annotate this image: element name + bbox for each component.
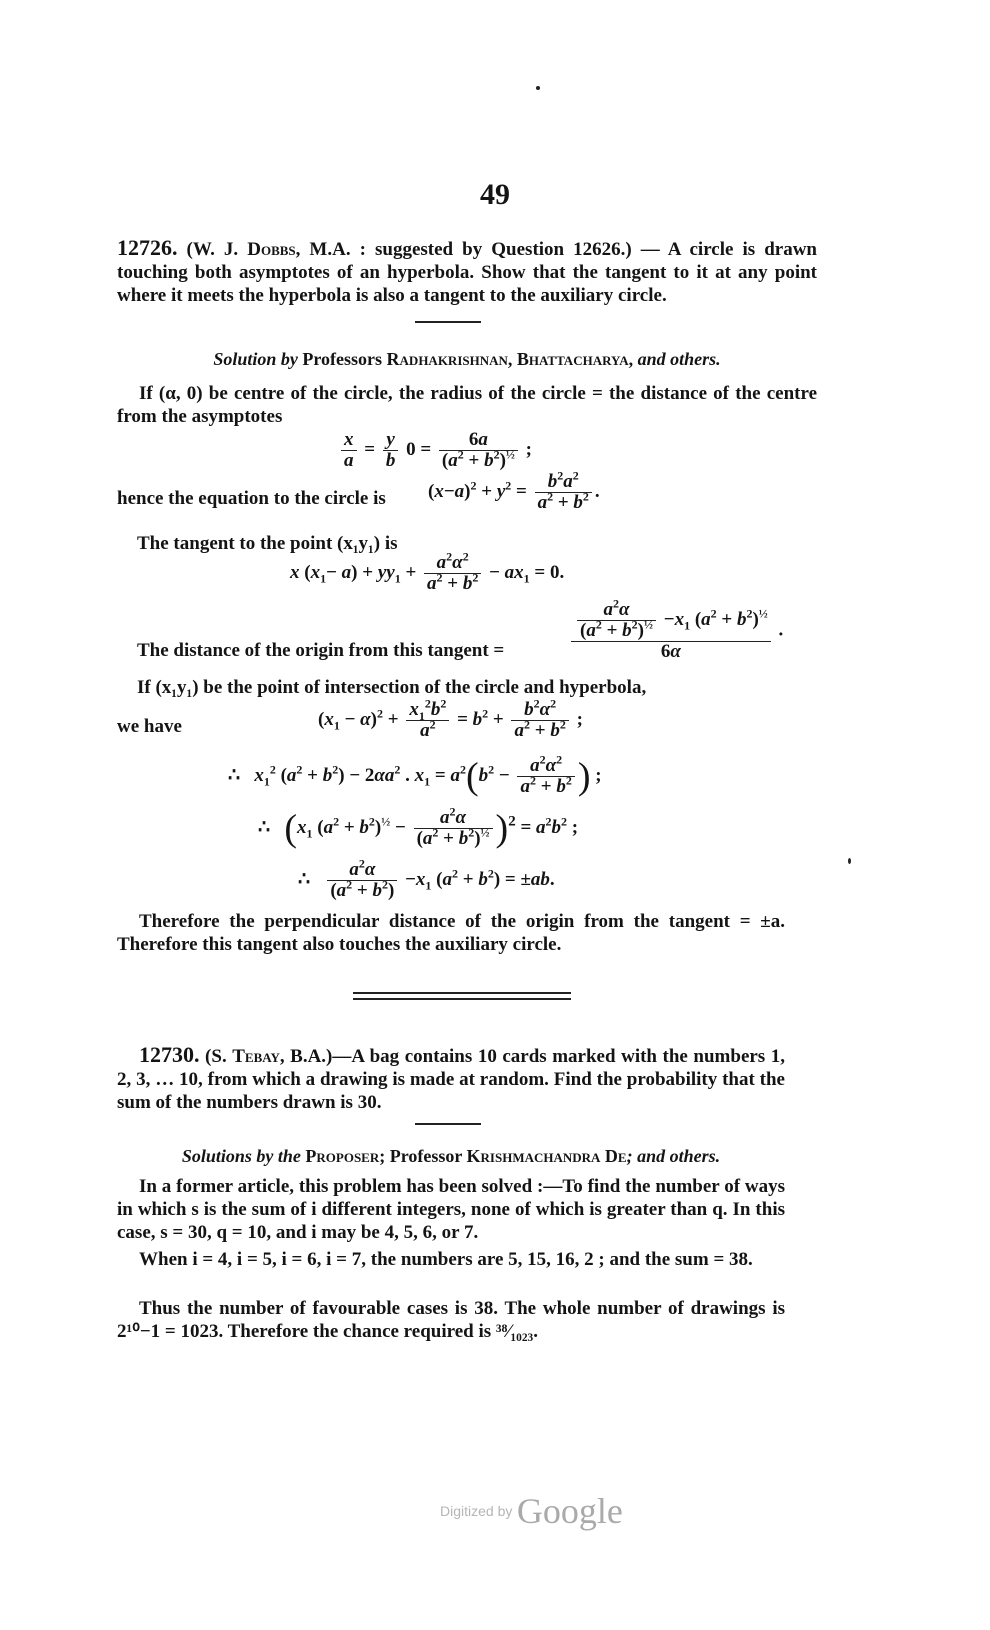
page-number: 49 [480, 178, 510, 211]
solution-by-label: Solutions by the [181, 1146, 306, 1166]
we-have-label: we have [117, 716, 182, 737]
solution-others: ; and others. [626, 1146, 721, 1166]
paragraph-circle-eq: hence the equation to the circle is [117, 488, 386, 509]
speck-mark [536, 86, 540, 90]
paragraph-former-article: In a former article, this problem has been solved :—To find the number of ways in which s is the sum of i different integers, none of which is greater than q. In this case, s = 30, q = 10, and i may be 4, 5, 6, or 7. [117, 1176, 785, 1243]
question-header-a: (S. [205, 1046, 233, 1067]
question-text: , M.A. : suggested by Question 12626.) — A circle is drawn touching both asymptotes of an hyperbola. Show that the tangent to it at any point where it meets the hyperbola is also a tangent to the auxiliary circle. [117, 239, 818, 306]
question-number: 12730. [139, 1042, 200, 1067]
question-author: Tebay [232, 1046, 280, 1067]
solution-proposer: Proposer [305, 1146, 380, 1166]
solution-names: Radhakrishnan, Bhattacharya, [386, 349, 634, 369]
solution-professors: Professors [297, 349, 387, 369]
solution-heading [117, 1146, 785, 1167]
short-rule [415, 321, 481, 323]
question-header-a: (W. J. [186, 239, 248, 260]
equation-intersection-3: ∴ ($x_1$ $(a^2 + b^2)^{\frac{1}{2}}$ − $\frac{a^2\alpha}{(a^2 + b^2)^{\frac{1}{2}}}$ )$^2 = a^2b^2$ ; [258, 804, 579, 850]
digitized-label: Digitized by [440, 1503, 513, 1519]
solution-others: and others. [633, 349, 721, 369]
paragraph-intersection: If (x₁y₁) be the point of intersection of the circle and hyperbola, [137, 677, 647, 698]
solution-by-label: Solution by [213, 349, 298, 369]
question-12726 [117, 236, 817, 307]
paragraph-centre: If (α, 0) be centre of the circle, the radius of the circle = the distance of the centre from the asymptotes [117, 383, 817, 427]
short-rule [415, 1123, 481, 1125]
paragraph-distance: The distance of the origin from this tangent = [137, 640, 505, 661]
paragraph-chance: Thus the number of favourable cases is 38. The whole number of drawings is 2¹⁰−1 = 1023. Therefore the chance required is ³⁸⁄₁₀₂₃. [117, 1298, 785, 1342]
digitized-watermark [440, 1490, 623, 1532]
question-number: 12726. [117, 235, 178, 260]
question-text: , B.A.)—A bag contains 10 cards marked with the numbers 1, 2, 3, … 10, from which a drawing is made at random. Find the probability that the sum of the numbers drawn is 30. [117, 1046, 785, 1113]
solution-heading [117, 349, 817, 370]
equation-intersection-2: ∴ $x_1^2$ $(a^2 + b^2) - 2\alpha a^2$ . $x_1 = a^2(b^2$ − $\frac{a^2\alpha^2}{a^2 + b^2}$ ) ; [228, 752, 602, 798]
equation-tangent: x $(x_1- a) + yy_1$ + $\frac{a^2\alpha^2}{a^2 + b^2}$ − $ax_1 = 0$. [290, 549, 565, 594]
section-divider [353, 992, 571, 1000]
equation-circle: $(x-a)^2 + y^2$ = $\frac{b^2a^2}{a^2 + b^2}$ . [428, 468, 600, 513]
paragraph-conclusion: Therefore the perpendicular distance of the origin from the tangent = ±a. Therefore this tangent also touches the auxiliary circle. [117, 911, 785, 955]
solution-professor: ; Professor [379, 1146, 467, 1166]
equation-intersection-1: $(x_1 - \alpha)^2$ + $\frac{x_1^2b^2}{a^2}$ = $b^2$ + $\frac{b^2\alpha^2}{a^2 + b^2}$ ; [318, 696, 583, 741]
google-logo: Google [516, 1491, 623, 1531]
question-author: Dobbs [247, 239, 296, 260]
question-12730 [117, 1043, 785, 1114]
solution-name: Krishmachandra De [466, 1146, 627, 1166]
speck-mark [848, 858, 851, 864]
equation-distance: $\frac{a^2\alpha}{(a^2 + b^2)^{\frac{1}{2}}}$ $-x_1$ $(a^2 + b^2)^{\frac{1}{2}}$ 6α . [568, 600, 783, 662]
paragraph-numbers: When i = 4, i = 5, i = 6, i = 7, the numbers are 5, 15, 16, 2 ; and the sum = 38. [139, 1249, 753, 1270]
equation-intersection-4: ∴ $\frac{a^2\alpha}{(a^2 + b^2)}$ $-x_1$ $(a^2 + b^2) = \pm ab$. [298, 856, 555, 901]
equation-asymptotes: $\frac{x}{a}$ = $\frac{y}{b}$ 0 = $\frac{6a}{(a^2 + b^2)^{\frac{1}{2}}}$ ; [338, 430, 532, 471]
paragraph-tangent: The tangent to the point (x₁y₁) is [137, 533, 398, 554]
